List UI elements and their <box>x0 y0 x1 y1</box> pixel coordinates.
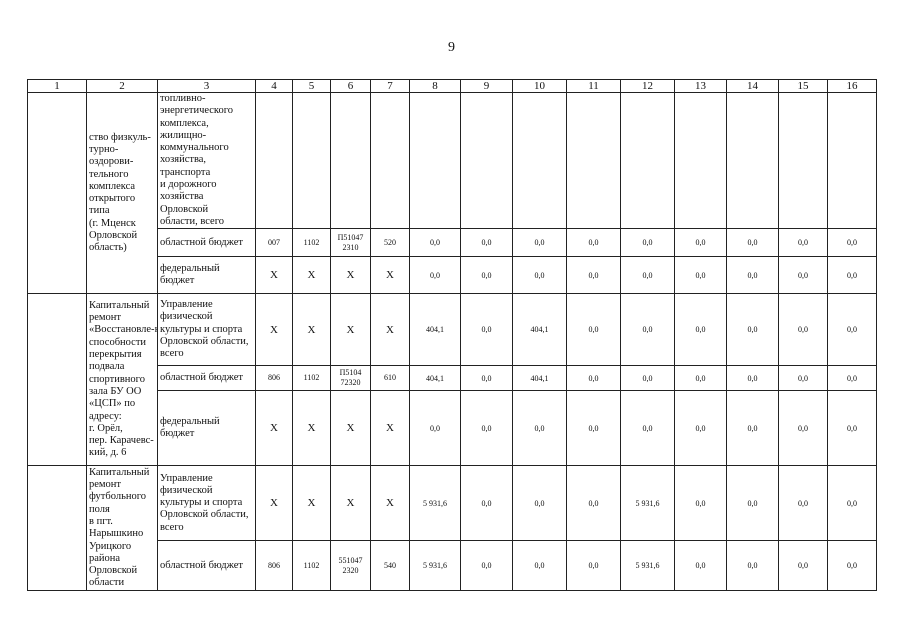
text-line: способности <box>89 336 147 348</box>
text-line: тельного <box>89 168 129 180</box>
text-line: поля <box>89 503 110 515</box>
code-cell: X <box>256 294 293 366</box>
administrator-cell <box>158 93 256 229</box>
text-line: района <box>89 552 121 564</box>
code-cell: X <box>371 257 410 294</box>
code-cell: 520 <box>371 229 410 257</box>
code-cell: X <box>371 466 410 541</box>
text-line: Орловской <box>89 565 138 577</box>
value-cell: 0,0 <box>513 466 567 541</box>
code-cell: 610 <box>371 366 410 391</box>
value-cell: 0,0 <box>828 541 877 591</box>
value-cell: 0,0 <box>779 294 828 366</box>
object-name-cell <box>87 466 158 591</box>
text-line: хозяйства <box>160 191 204 203</box>
value-cell: 404,1 <box>410 366 461 391</box>
value-cell: 0,0 <box>513 229 567 257</box>
column-header: 9 <box>461 80 513 93</box>
code-cell: X <box>331 294 371 366</box>
code-cell: 806 <box>256 366 293 391</box>
column-header: 2 <box>87 80 158 93</box>
code-cell: П5104 72320 <box>331 366 371 391</box>
value-cell: 5 931,6 <box>621 466 675 541</box>
text-line: «ЦСП» по <box>89 398 136 410</box>
budget-source-cell: федеральный бюджет <box>158 391 256 466</box>
column-header: 15 <box>779 80 828 93</box>
text-line: Урицкого <box>89 540 132 552</box>
text-line: в пгт. <box>89 515 113 527</box>
column-header: 5 <box>293 80 331 93</box>
column-header: 3 <box>158 80 256 93</box>
value-cell: 0,0 <box>675 366 727 391</box>
text-line: области, всего <box>160 215 224 227</box>
column-header: 11 <box>567 80 621 93</box>
code-cell: 551047 2320 <box>331 541 371 591</box>
object-name-cell <box>87 93 158 294</box>
value-cell: 0,0 <box>461 541 513 591</box>
text-line: области <box>89 577 125 589</box>
value-cell: 0,0 <box>779 541 828 591</box>
code-cell: 1102 <box>293 541 331 591</box>
text-line: комплекса <box>89 180 136 192</box>
text-line: Орловской <box>160 203 209 215</box>
table-row <box>28 294 877 366</box>
text-line: ство физкуль- <box>89 131 151 143</box>
value-cell: 0,0 <box>513 541 567 591</box>
text-line: футбольного <box>89 491 147 503</box>
budget-source-cell: областной бюджет <box>158 541 256 591</box>
code-cell: X <box>256 391 293 466</box>
value-cell: 5 931,6 <box>410 541 461 591</box>
text-line: комплекса, <box>160 117 209 129</box>
value-cell: 0,0 <box>779 391 828 466</box>
value-cell: 0,0 <box>621 229 675 257</box>
code-cell: X <box>331 257 371 294</box>
value-cell: 0,0 <box>461 257 513 294</box>
text-line: г. Орёл, <box>89 422 123 434</box>
code-cell: 007 <box>256 229 293 257</box>
value-cell: 0,0 <box>567 466 621 541</box>
value-cell: 0,0 <box>621 366 675 391</box>
value-cell: 0,0 <box>779 229 828 257</box>
value-cell: 0,0 <box>779 366 828 391</box>
text-line: оздорови- <box>89 156 134 168</box>
text-line: подвала <box>89 361 125 373</box>
text-line: область) <box>89 242 127 254</box>
value-cell: 0,0 <box>675 466 727 541</box>
value-cell: 0,0 <box>461 229 513 257</box>
value-cell: 0,0 <box>675 257 727 294</box>
budget-source-cell: Управление физической культуры и спорта Орловской области, всего <box>158 466 256 541</box>
budget-source-cell: Управление физической культуры и спорта Орловской области, всего <box>158 294 256 366</box>
text-line: Орловской <box>89 230 138 242</box>
code-cell: 1102 <box>293 366 331 391</box>
value-cell: 0,0 <box>621 391 675 466</box>
value-cell: 0,0 <box>621 257 675 294</box>
value-cell: 0,0 <box>675 391 727 466</box>
value-cell: 0,0 <box>828 229 877 257</box>
budget-source-cell: федеральный бюджет <box>158 257 256 294</box>
value-cell: 0,0 <box>727 366 779 391</box>
text-word: «Восстановле- <box>89 324 155 336</box>
value-cell: 404,1 <box>513 294 567 366</box>
code-cell: X <box>293 294 331 366</box>
value-cell: 0,0 <box>567 391 621 466</box>
code-cell: 1102 <box>293 229 331 257</box>
column-header: 10 <box>513 80 567 93</box>
text-line: адресу: <box>89 410 122 422</box>
text-line: хозяйства, <box>160 154 207 166</box>
value-cell: 0,0 <box>621 294 675 366</box>
value-cell: 0,0 <box>828 391 877 466</box>
text-line: транспорта <box>160 166 211 178</box>
budget-table <box>27 79 877 591</box>
row-number-cell <box>28 466 87 591</box>
value-cell: 0,0 <box>675 229 727 257</box>
code-cell: X <box>256 257 293 294</box>
code-cell: X <box>293 257 331 294</box>
value-cell: 0,0 <box>727 229 779 257</box>
object-name-cell <box>87 294 158 466</box>
text-line: энергетического <box>160 105 234 117</box>
value-cell: 0,0 <box>461 366 513 391</box>
text-line: ремонт <box>89 479 122 491</box>
column-header: 1 <box>28 80 87 93</box>
value-cell: 0,0 <box>727 466 779 541</box>
text-line: (г. Мценск <box>89 217 136 229</box>
text-line: пер. Карачевс- <box>89 435 154 447</box>
code-cell: X <box>371 294 410 366</box>
text-line <box>89 324 155 336</box>
value-cell: 5 931,6 <box>621 541 675 591</box>
value-cell: 0,0 <box>727 541 779 591</box>
value-cell: 5 931,6 <box>410 466 461 541</box>
text-line: турно- <box>89 143 119 155</box>
column-header: 7 <box>371 80 410 93</box>
text-line: Нарышкино <box>89 528 144 540</box>
column-header: 8 <box>410 80 461 93</box>
value-cell: 0,0 <box>513 391 567 466</box>
row-number-cell <box>28 93 87 294</box>
column-header: 12 <box>621 80 675 93</box>
code-cell: X <box>293 391 331 466</box>
code-cell: П51047 2310 <box>331 229 371 257</box>
value-cell: 0,0 <box>828 366 877 391</box>
value-cell: 0,0 <box>410 229 461 257</box>
text-line: открытого <box>89 193 136 205</box>
value-cell: 0,0 <box>727 257 779 294</box>
value-cell: 0,0 <box>461 466 513 541</box>
column-header: 16 <box>828 80 877 93</box>
value-cell: 0,0 <box>779 257 828 294</box>
header-row <box>28 80 877 93</box>
column-header: 13 <box>675 80 727 93</box>
value-cell: 0,0 <box>567 257 621 294</box>
text-line: кий, д. 6 <box>89 447 127 459</box>
code-cell: 806 <box>256 541 293 591</box>
text-line: и дорожного <box>160 179 217 191</box>
value-cell: 0,0 <box>461 391 513 466</box>
text-line: ремонт <box>89 312 122 324</box>
code-cell: X <box>293 466 331 541</box>
budget-source-cell: областной бюджет <box>158 229 256 257</box>
page-number: 9 <box>448 40 455 55</box>
code-cell: X <box>331 466 371 541</box>
value-cell: 0,0 <box>675 541 727 591</box>
code-cell: 540 <box>371 541 410 591</box>
value-cell: 0,0 <box>828 257 877 294</box>
text-line: жилищно- <box>160 129 207 141</box>
value-cell: 0,0 <box>727 294 779 366</box>
text-line: коммунального <box>160 142 229 154</box>
column-header: 14 <box>727 80 779 93</box>
value-cell: 0,0 <box>567 366 621 391</box>
code-cell: X <box>256 466 293 541</box>
value-cell: 404,1 <box>410 294 461 366</box>
value-cell: 0,0 <box>461 294 513 366</box>
text-line: спортивного <box>89 373 145 385</box>
value-cell: 0,0 <box>727 391 779 466</box>
value-cell: 0,0 <box>828 294 877 366</box>
value-cell: 0,0 <box>410 257 461 294</box>
budget-source-cell: областной бюджет <box>158 366 256 391</box>
text-line: перекрытия <box>89 349 142 361</box>
text-line: топливно- <box>160 93 206 104</box>
column-header: 6 <box>331 80 371 93</box>
value-cell: 0,0 <box>779 466 828 541</box>
value-cell: 0,0 <box>567 229 621 257</box>
table-row <box>28 466 877 541</box>
value-cell: 404,1 <box>513 366 567 391</box>
code-cell: X <box>371 391 410 466</box>
code-cell: X <box>331 391 371 466</box>
text-line: Капитальный <box>89 299 150 311</box>
value-cell: 0,0 <box>567 541 621 591</box>
value-cell: 0,0 <box>513 257 567 294</box>
table-row <box>28 93 877 229</box>
value-cell: 0,0 <box>675 294 727 366</box>
text-line: типа <box>89 205 110 217</box>
row-number-cell <box>28 294 87 466</box>
text-line: Капитальный <box>89 466 150 478</box>
value-cell: 0,0 <box>567 294 621 366</box>
text-line: зала БУ ОО <box>89 385 142 397</box>
value-cell: 0,0 <box>828 466 877 541</box>
value-cell: 0,0 <box>410 391 461 466</box>
column-header: 4 <box>256 80 293 93</box>
